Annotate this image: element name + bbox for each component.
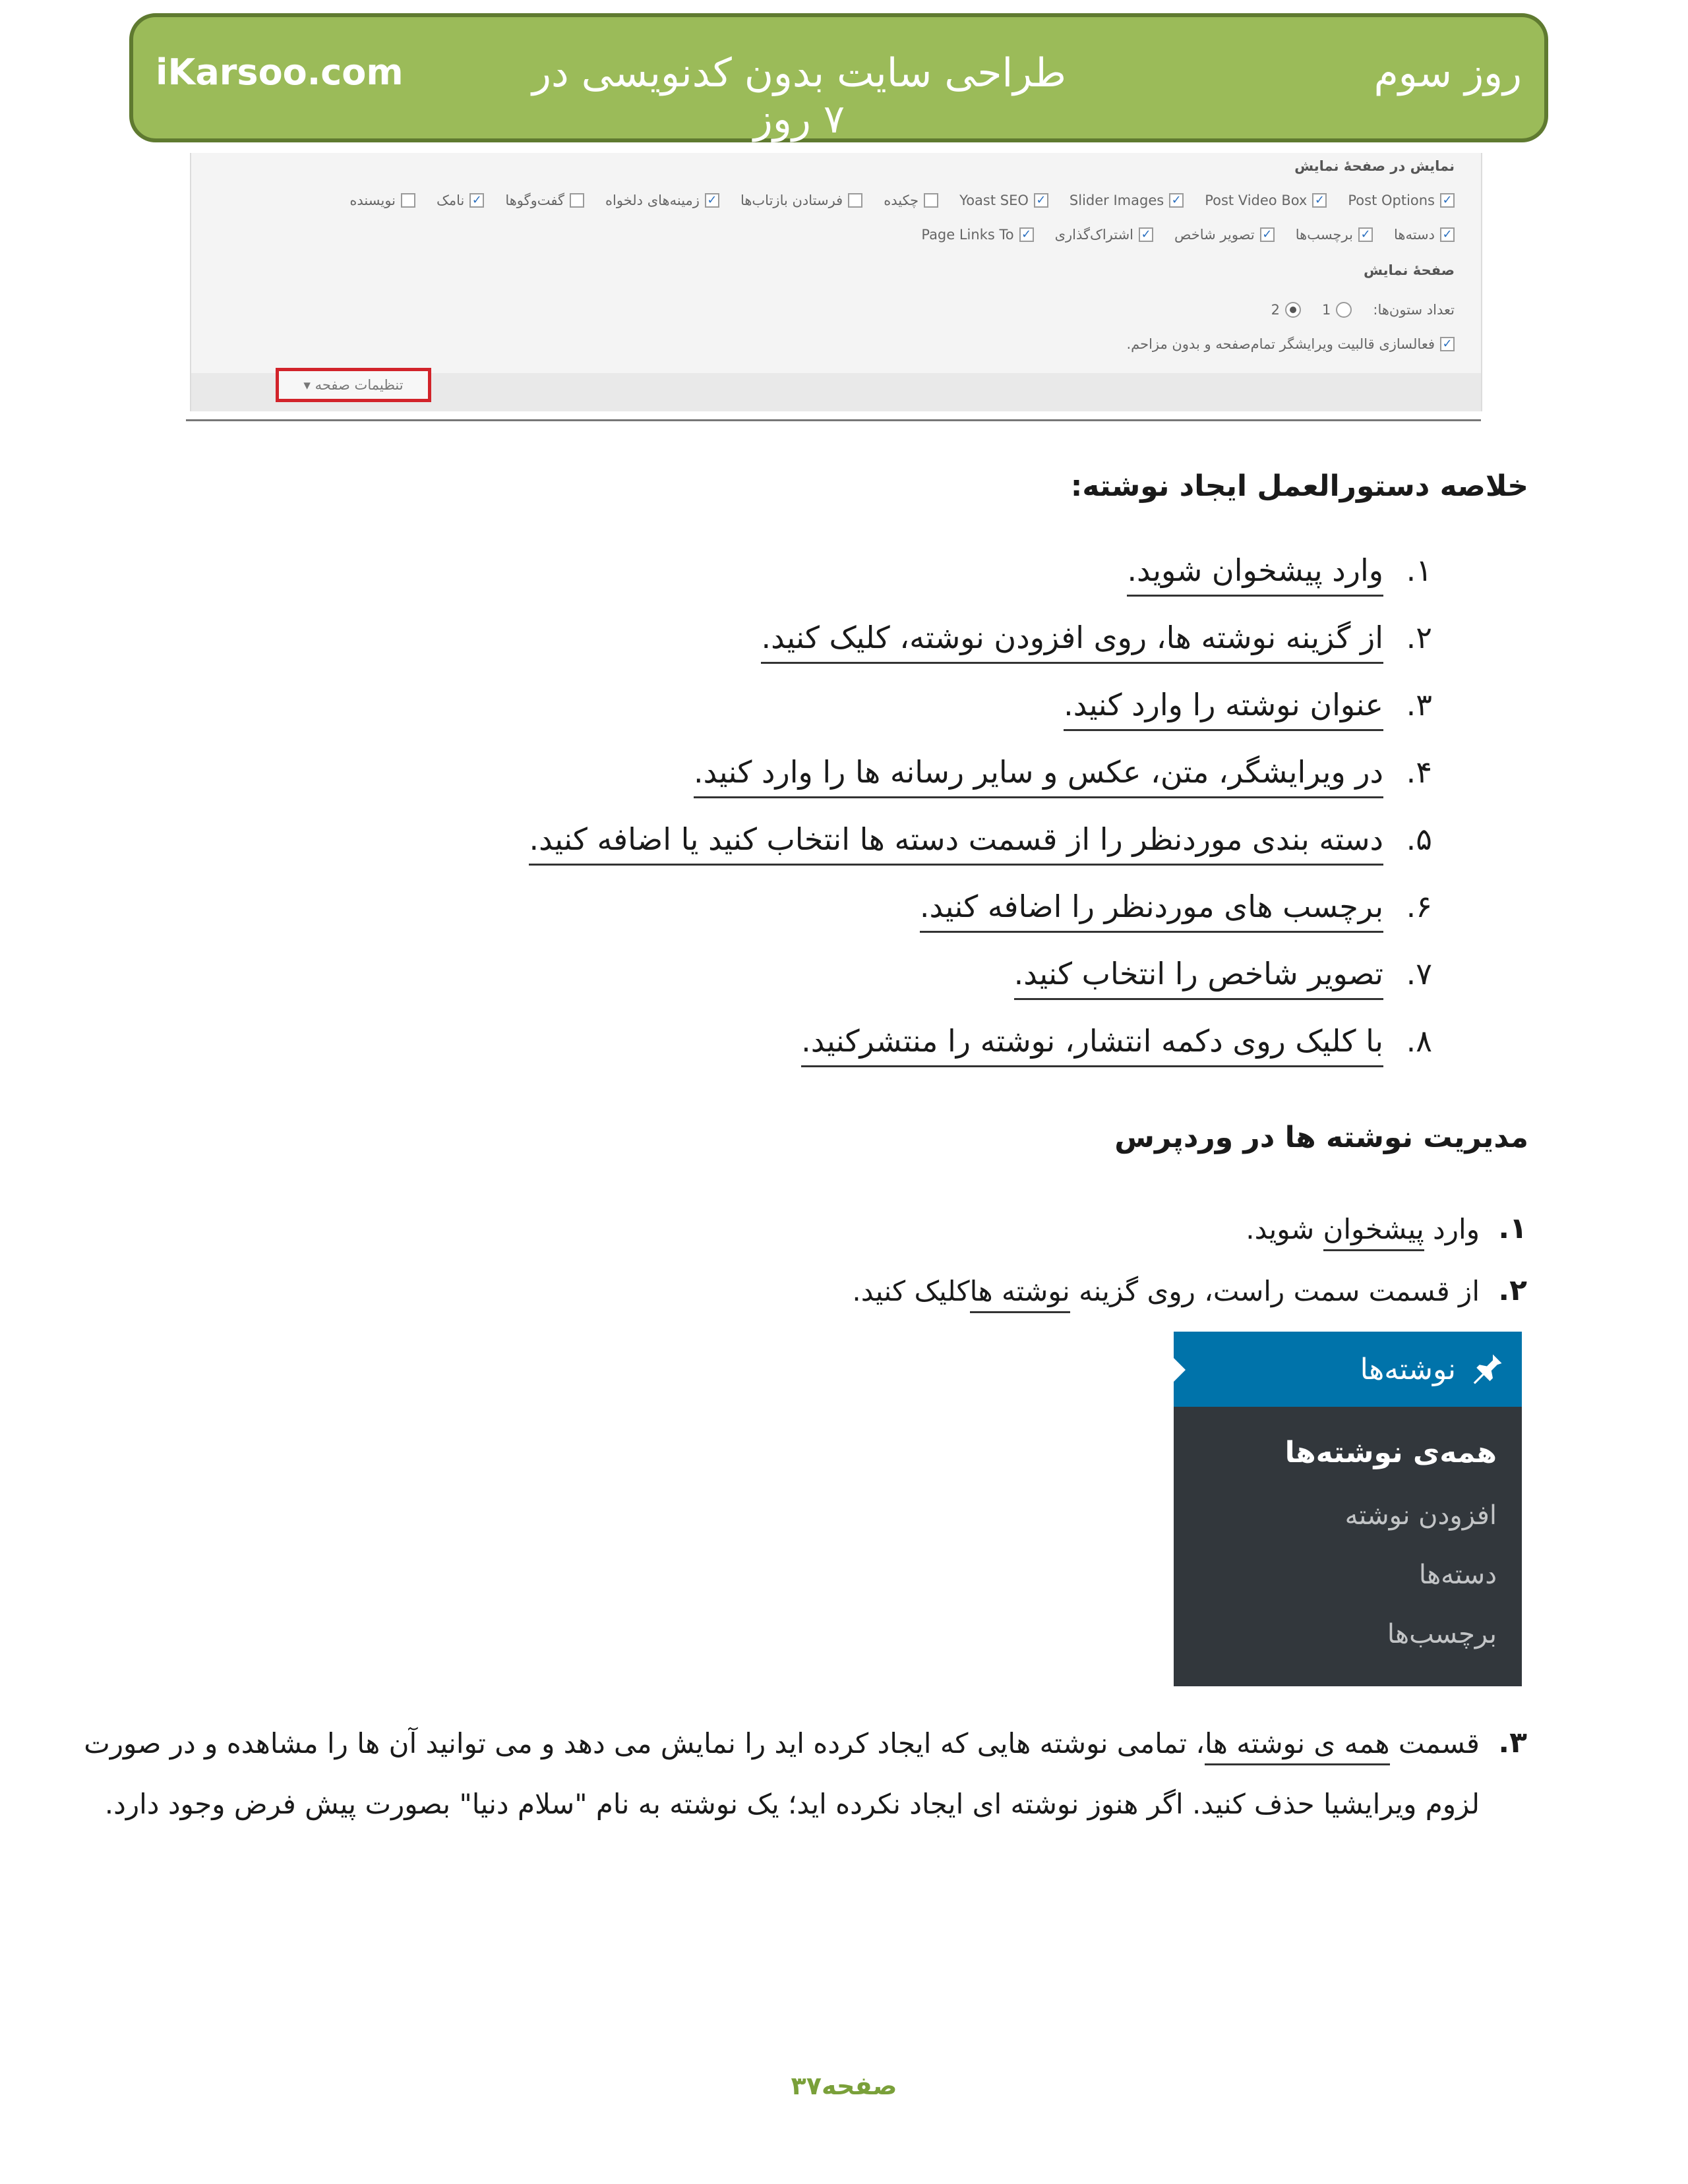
- option-row2-1[interactable]: [1296, 227, 1373, 243]
- manage-step-3-line-2: لزوم ویرایشیا حذف کنید. اگر هنوز نوشته ای ایجاد نکرده اید؛ یک نوشته به نام "سلام دنیا" بصورت پیش فرض وجود دارد.: [104, 1788, 1480, 1820]
- option-checkbox[interactable]: ✓: [1440, 193, 1455, 208]
- manage-step-3-pre: قسمت: [1389, 1727, 1480, 1759]
- option-checkbox[interactable]: ✓: [1034, 193, 1048, 208]
- wp-menu-posts-header[interactable]: [1174, 1332, 1522, 1407]
- header-banner: [129, 13, 1548, 142]
- columns-label: تعداد ستون‌ها:: [1373, 302, 1455, 318]
- option-checkbox[interactable]: ✓: [1139, 227, 1153, 242]
- option-row2-4[interactable]: [921, 227, 1033, 243]
- summary-step-text: تصویر شاخص را انتخاب کنید.: [1014, 956, 1383, 1000]
- manage-heading: مدیریت نوشته ها در وردپرس: [1114, 1121, 1528, 1154]
- option-checkbox[interactable]: [570, 193, 584, 208]
- active-pointer: [1174, 1358, 1186, 1382]
- summary-step-text: عنوان نوشته را وارد کنید.: [1064, 687, 1383, 731]
- summary-step-number: ۲.: [1406, 620, 1432, 655]
- option-checkbox[interactable]: ✓: [1019, 227, 1034, 242]
- summary-step-number: ۵.: [1406, 821, 1432, 857]
- option-checkbox[interactable]: [848, 193, 862, 208]
- summary-step-text: دسته بندی موردنظر را از قسمت دسته ها انتخاب کنید یا اضافه کنید.: [529, 821, 1383, 866]
- option-label: دسته‌ها: [1393, 227, 1435, 243]
- option-checkbox[interactable]: ✓: [1312, 193, 1327, 208]
- option-label: برچسب‌ها: [1295, 227, 1353, 243]
- radio-1[interactable]: [1336, 302, 1352, 318]
- screen-options-screenshot: [190, 153, 1482, 411]
- option-row2-0[interactable]: [1394, 227, 1455, 243]
- columns-row: [1271, 302, 1455, 318]
- manage-step-2-number: ۲.: [1498, 1274, 1527, 1307]
- summary-step-number: ۶.: [1406, 889, 1432, 924]
- dashboard-link[interactable]: پیشخوان: [1323, 1213, 1424, 1251]
- pin-icon: [1469, 1351, 1505, 1387]
- option-label: نویسنده: [349, 192, 396, 208]
- options-row-1: [349, 192, 1455, 208]
- manage-step-1-pre: وارد: [1424, 1213, 1480, 1245]
- divider: [186, 419, 1481, 421]
- option-checkbox[interactable]: ✓: [469, 193, 484, 208]
- option-row1-4[interactable]: [884, 192, 938, 208]
- wp-posts-menu: [1174, 1332, 1522, 1686]
- options-row-2: [921, 227, 1455, 243]
- option-checkbox[interactable]: ✓: [705, 193, 719, 208]
- option-row1-1[interactable]: [1205, 192, 1327, 208]
- option-row2-3[interactable]: [1055, 227, 1153, 243]
- option-checkbox[interactable]: ✓: [1169, 193, 1184, 208]
- option-checkbox[interactable]: [401, 193, 415, 208]
- radio-2-label: 2: [1271, 302, 1280, 318]
- option-label: چکیده: [884, 192, 919, 208]
- screen-options-button[interactable]: تنظیمات صفحه ▾: [276, 368, 431, 402]
- option-checkbox[interactable]: ✓: [1260, 227, 1275, 242]
- option-row1-8[interactable]: [437, 192, 484, 208]
- site-name: iKarsoo.com: [156, 51, 404, 93]
- option-label: Post Options: [1348, 192, 1435, 208]
- option-row1-2[interactable]: [1070, 192, 1184, 208]
- summary-step-text: با کلیک روی دکمه انتشار، نوشته را منتشرکنید.: [801, 1023, 1383, 1067]
- radio-1-label: 1: [1322, 302, 1331, 318]
- day-label: روز سوم: [1373, 50, 1522, 96]
- option-row2-2[interactable]: [1174, 227, 1275, 243]
- manage-step-3-post: ، تمامی نوشته هایی که ایجاد کرده اید را نمایش می دهد و می توانید آن ها را مشاهده و در صورت: [84, 1727, 1205, 1759]
- option-checkbox[interactable]: ✓: [1358, 227, 1373, 242]
- option-row1-5[interactable]: [740, 192, 862, 208]
- option-label: گفت‌وگوها: [505, 192, 565, 208]
- manage-step-1-post: شوید.: [1246, 1213, 1323, 1245]
- manage-step-2-text: [852, 1275, 1480, 1307]
- option-row1-9[interactable]: [349, 192, 415, 208]
- fullscreen-checkbox[interactable]: ✓: [1440, 337, 1455, 351]
- option-row1-0[interactable]: [1348, 192, 1455, 208]
- course-title: طراحی سایت بدون کدنویسی در ۷ روز: [532, 50, 1066, 142]
- fullscreen-label: فعالسازی قالبیت ویرایشگر تمام‌صفحه و بدون مزاحم.: [1126, 336, 1435, 352]
- summary-heading: خلاصه دستورالعمل ایجاد نوشته:: [1070, 469, 1528, 503]
- option-label: نامک: [437, 192, 465, 208]
- wp-menu-header-label: نوشته‌ها: [1360, 1352, 1456, 1386]
- section-title-layout: صفحهٔ نمایش: [1363, 262, 1455, 278]
- option-row1-7[interactable]: [505, 192, 584, 208]
- summary-step-text: از گزینه نوشته ها، روی افزودن نوشته، کلیک کنید.: [761, 620, 1383, 664]
- summary-step-number: ۴.: [1406, 754, 1432, 790]
- option-label: اشتراک‌گذاری: [1054, 227, 1134, 243]
- option-row1-3[interactable]: [959, 192, 1048, 208]
- option-checkbox[interactable]: [924, 193, 938, 208]
- page-number: صفحه۳۷: [791, 2071, 897, 2100]
- manage-step-3-line-1: [84, 1727, 1480, 1759]
- summary-step-number: ۷.: [1406, 956, 1432, 991]
- radio-2[interactable]: [1285, 302, 1301, 318]
- posts-link[interactable]: نوشته ها: [970, 1275, 1070, 1313]
- option-checkbox[interactable]: ✓: [1440, 227, 1455, 242]
- summary-step-text: برچسب های موردنظر را اضافه کنید.: [920, 889, 1383, 933]
- summary-step-number: ۱.: [1406, 552, 1432, 588]
- summary-step-text: وارد پیشخوان شوید.: [1127, 552, 1383, 597]
- all-posts-link[interactable]: همه ی نوشته ها: [1205, 1727, 1390, 1765]
- manage-step-1-text: [1246, 1213, 1480, 1245]
- option-label: فرستادن بازتاب‌ها: [740, 192, 843, 208]
- summary-step-text: در ویرایشگر، متن، عکس و سایر رسانه ها را وارد کنید.: [694, 754, 1383, 798]
- manage-step-3-number: ۳.: [1498, 1726, 1527, 1759]
- summary-step-number: ۸.: [1406, 1023, 1432, 1059]
- manage-step-1-number: ۱.: [1498, 1212, 1527, 1245]
- option-row1-6[interactable]: [605, 192, 719, 208]
- manage-step-2-pre: از قسمت سمت راست، روی گزینه: [1070, 1275, 1480, 1307]
- option-label: Slider Images: [1069, 192, 1164, 208]
- summary-step-number: ۳.: [1406, 687, 1432, 723]
- wp-menu-tags[interactable]: برچسب‌ها: [1387, 1619, 1497, 1649]
- wp-menu-all-posts[interactable]: همه‌ی نوشته‌ها: [1284, 1436, 1497, 1469]
- option-label: Page Links To: [921, 227, 1014, 243]
- option-label: Post Video Box: [1205, 192, 1308, 208]
- manage-step-2-post: کلیک کنید.: [852, 1275, 970, 1307]
- option-label: زمینه‌های دلخواه: [605, 192, 700, 208]
- option-label: تصویر شاخص: [1174, 227, 1255, 243]
- wp-menu-add-post[interactable]: افزودن نوشته: [1344, 1500, 1497, 1531]
- fullscreen-row: [1126, 336, 1455, 352]
- wp-menu-categories[interactable]: دسته‌ها: [1418, 1560, 1497, 1590]
- section-title-show: نمایش در صفحهٔ نمایش: [1294, 158, 1455, 174]
- option-label: Yoast SEO: [959, 192, 1029, 208]
